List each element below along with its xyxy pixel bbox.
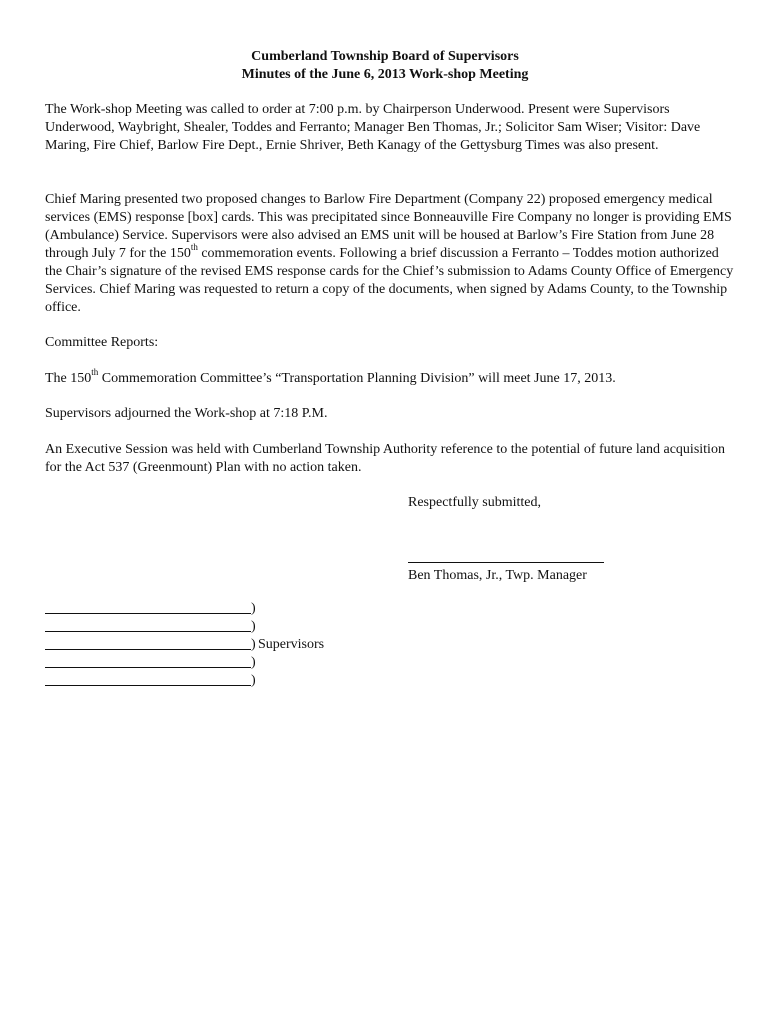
bracket-paren: ) (251, 655, 256, 670)
bracket-paren: ) (251, 619, 256, 634)
manager-signer-name: Ben Thomas, Jr., Twp. Manager (408, 568, 587, 583)
commemoration-text-part2: Commemoration Committee’s “Transportation Planning Division” will meet June 17, 2013. (98, 371, 616, 386)
ems-text-part1: Chief Maring presented two proposed changes to Barlow Fire Department (Company 22) proposed emergency medical services (EMS) response [box] cards. This was precipitated since Bonneauville Fire Company no longer is providing EMS (Ambulance) Service. Supervisors were also advised an EMS unit will be housed at Barlow’s Fire Station from June 28 through July 7 for the 150 (45, 192, 732, 261)
bracket-paren: ) (251, 673, 256, 688)
ems-text-part2: commemoration events. Following a brief discussion a Ferranto – Toddes motion authorized the Chair’s signature of the revised EMS response cards for the Chief’s submission to Adams County Office of Emergency Services. Chief Maring was requested to return a copy of the documents, when signed by Adams County, to the Township office. (45, 246, 734, 315)
supervisor-signature-line (45, 600, 375, 618)
signature-underline (45, 685, 251, 686)
supervisors-signature-block (45, 600, 375, 690)
commemoration-paragraph (45, 367, 735, 388)
document-title: Cumberland Township Board of Supervisors (251, 49, 519, 64)
commemoration-superscript: th (91, 367, 99, 378)
supervisors-label: Supervisors (258, 637, 325, 652)
bracket-paren: ) (251, 637, 256, 652)
document-header (0, 48, 770, 84)
adjourned-paragraph: Supervisors adjourned the Work-shop at 7:18 P.M. (45, 406, 328, 421)
ems-superscript: th (190, 242, 198, 253)
signature-underline (45, 649, 251, 650)
respectfully-submitted: Respectfully submitted, (408, 495, 541, 510)
manager-signature-line (408, 562, 604, 563)
ems-paragraph (45, 191, 735, 317)
signature-underline (45, 631, 251, 632)
document-subtitle: Minutes of the June 6, 2013 Work-shop Meeting (241, 67, 529, 82)
supervisor-signature-line (45, 654, 375, 672)
supervisor-signature-line (45, 672, 375, 690)
executive-session-paragraph: An Executive Session was held with Cumberland Township Authority reference to the potential of future land acquisition for the Act 537 (Greenmount) Plan with no action taken. (45, 442, 725, 475)
commemoration-text-part1: The 150 (45, 371, 92, 386)
manager-signature-area (408, 548, 604, 585)
supervisor-signature-line (45, 636, 375, 654)
bracket-paren: ) (251, 601, 256, 616)
signature-underline (45, 667, 251, 668)
signature-underline (45, 613, 251, 614)
supervisor-signature-line (45, 618, 375, 636)
call-to-order-paragraph: The Work-shop Meeting was called to order at 7:00 p.m. by Chairperson Underwood. Present were Supervisors Underwood, Waybright, Shealer, Toddes and Ferranto; Manager Ben Thomas, Jr.; Solicitor Sam Wiser; Visitor: Dave Maring, Fire Chief, Barlow Fire Dept., Ernie Shriver, Beth Kanagy of the Gettysburg Times was also present. (45, 102, 701, 153)
committee-reports-heading: Committee Reports: (45, 335, 159, 350)
